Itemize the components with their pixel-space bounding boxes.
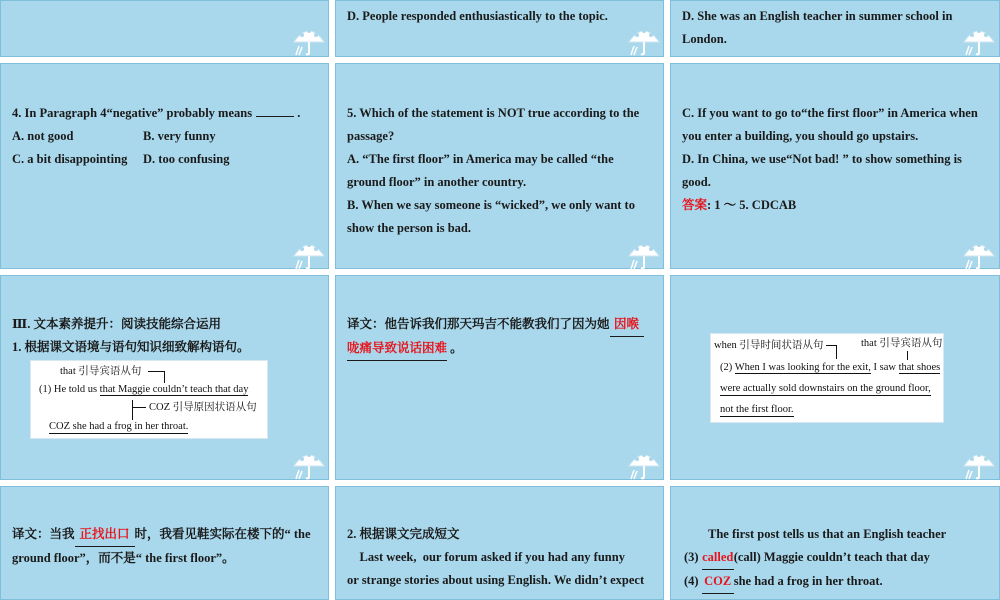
- slide-r2c2[interactable]: [335, 63, 664, 269]
- answer-fill-called: called: [702, 546, 734, 570]
- translation-2-mid: 时，我看见鞋实际在楼下的“ the: [134, 527, 311, 541]
- answer-key: [682, 194, 978, 217]
- slide-r4c3[interactable]: [670, 486, 1000, 600]
- option-d-line1: D. She was an English teacher in summer school in: [682, 9, 953, 23]
- sentence-3-line3: not the first floor.: [720, 404, 794, 415]
- slide-r1c3[interactable]: [670, 0, 1000, 57]
- passage-line: Last week, our forum asked if you had any funny: [347, 550, 625, 564]
- q5-option-line: D. In China, we use“Not bad! ” to show something is: [682, 152, 962, 166]
- option-d: D. too confusing: [143, 152, 230, 166]
- q5-option-line: good.: [682, 175, 711, 189]
- blank-number-3: (3): [684, 550, 702, 564]
- umbrella-mushroom-icon: [960, 446, 998, 480]
- q5-line: 5. Which of the statement is NOT true according to the: [347, 106, 640, 120]
- sentence-2: COZ she had a frog in her throat.: [49, 421, 189, 432]
- fill-in-3: [684, 546, 946, 570]
- q5-option-line: C. If you want to go to“the first floor” in America when: [682, 106, 978, 120]
- slide-r3c1[interactable]: [0, 275, 329, 480]
- sentence-3-that-clause: that shoes: [898, 362, 941, 373]
- slide-r1c1[interactable]: [0, 0, 329, 57]
- umbrella-mushroom-icon: [290, 236, 328, 270]
- sentence-3-line1: [720, 361, 940, 374]
- answer-fill-1: 因喉: [610, 313, 644, 337]
- answer-label: 答案: [682, 198, 708, 212]
- blank-number-4: (4): [684, 574, 702, 588]
- translation-line2: [347, 337, 644, 361]
- answer-blank: [256, 104, 294, 117]
- umbrella-mushroom-icon: [625, 236, 663, 270]
- q5-line: passage?: [347, 129, 395, 143]
- slide-r2c3[interactable]: [670, 63, 1000, 269]
- umbrella-mushroom-icon: [625, 446, 663, 480]
- translation-line1: [347, 313, 644, 337]
- sentence-analysis-box-1: [30, 360, 268, 439]
- q5-line: ground floor” in another country.: [347, 175, 527, 189]
- translation-2-line1: [12, 523, 311, 547]
- question-4-end: .: [297, 106, 301, 120]
- umbrella-mushroom-icon: [960, 236, 998, 270]
- fill-in-4: [684, 570, 946, 594]
- slide-r2c1[interactable]: [0, 63, 329, 269]
- coz-clause-label: COZ 引导原因状语从句: [149, 402, 257, 413]
- question-4-text: 4. In Paragraph 4“negative” probably means: [12, 106, 253, 120]
- that-clause-label: that 引导宾语从句: [60, 366, 142, 377]
- slide-r4c1[interactable]: [0, 486, 329, 600]
- when-clause-label: when 引导时间状语从句: [714, 340, 824, 351]
- that-clause-label-2: that 引导宾语从句: [861, 338, 943, 349]
- q5-option-line: you enter a building, you should go upstairs.: [682, 129, 919, 143]
- sentence-analysis-box-2: [710, 333, 944, 423]
- slide-r1c2[interactable]: [335, 0, 664, 57]
- fill-in-4-text: she had a frog in her throat.: [733, 574, 883, 588]
- answer-fill-3: 正找出口: [75, 523, 135, 547]
- slide-r3c3[interactable]: [670, 275, 1000, 480]
- option-d-line2: London.: [682, 32, 727, 46]
- exercise-heading: 2. 根据课文完成短文: [347, 527, 460, 541]
- question-4: [12, 102, 327, 125]
- sentence-1: [39, 383, 248, 396]
- umbrella-mushroom-icon: [625, 22, 663, 56]
- sentence-1-underlined: that Maggie couldn’t teach that day: [99, 384, 249, 395]
- section-subheading: 1. 根据课文语境与语句知识细致解构语句。: [12, 340, 250, 354]
- sentence-1-prefix: (1) He told us: [39, 384, 100, 395]
- umbrella-mushroom-icon: [290, 22, 328, 56]
- sentence-3-main: I saw: [870, 362, 899, 373]
- option-a: A. not good: [12, 129, 74, 143]
- answer-fill-2: 咙痛导致说话困难: [347, 337, 447, 361]
- sentence-3-when-clause: When I was looking for the exit,: [734, 362, 871, 373]
- sentence-3-prefix: (2): [720, 362, 735, 373]
- sentence-3-line2: were actually sold downstairs on the ground floor,: [720, 383, 931, 394]
- q5-line: A. “The first floor” in America may be called “the: [347, 152, 614, 166]
- translation-2-text: 译文：当我: [12, 527, 75, 541]
- slide-r4c2[interactable]: [335, 486, 664, 600]
- umbrella-mushroom-icon: [960, 22, 998, 56]
- fill-in-3-text: (call) Maggie couldn’t teach that day: [733, 550, 930, 564]
- slide-r3c2[interactable]: [335, 275, 664, 480]
- passage-line: or strange stories about using English. We didn’t expect: [347, 573, 645, 587]
- option-b: B. very funny: [143, 129, 216, 143]
- q5-line: show the person is bad.: [347, 221, 471, 235]
- translation-end: 。: [450, 341, 463, 355]
- answer-text: : 1 ～ 5. CDCAB: [707, 198, 797, 212]
- umbrella-mushroom-icon: [290, 446, 328, 480]
- translation-2-line2: ground floor”，而不是“ the first floor”。: [12, 551, 235, 565]
- option-d-text: D. People responded enthusiastically to the topic.: [347, 9, 608, 23]
- q5-line: B. When we say someone is “wicked”, we only want to: [347, 198, 635, 212]
- option-c: C. a bit disappointing: [12, 152, 128, 166]
- answer-fill-coz: COZ: [702, 570, 734, 594]
- section-heading: Ⅲ. 文本素养提升：阅读技能综合运用: [12, 317, 221, 331]
- passage-line: The first post tells us that an English teacher: [708, 527, 947, 541]
- options-cd: [12, 148, 327, 171]
- options-ab: [12, 125, 327, 148]
- translation-text: 译文：他告诉我们那天玛吉不能教我们了因为她: [347, 317, 610, 331]
